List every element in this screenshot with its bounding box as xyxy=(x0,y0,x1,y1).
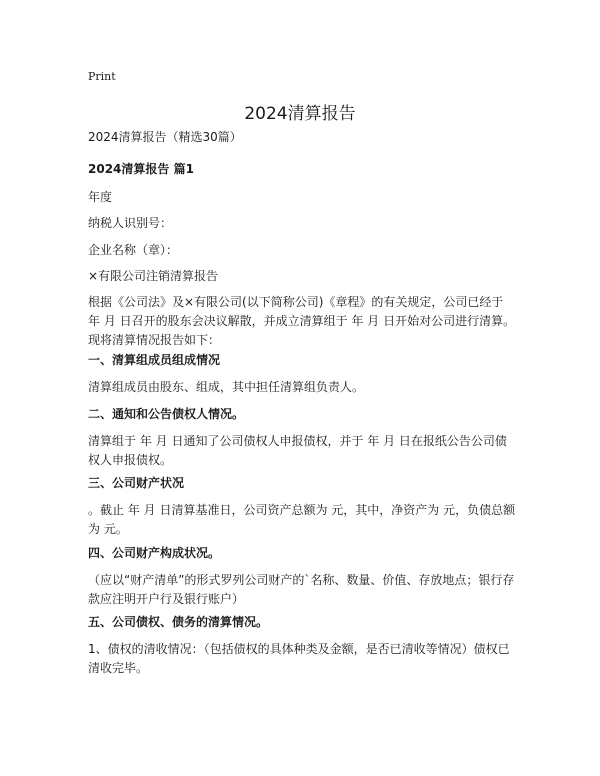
body-paragraph: （应以“财产清单”的形式罗列公司财产的`名称、数量、价值、存放地点；银行存款应注明开户行及银行账户） xyxy=(88,573,515,606)
section-heading: 五、公司债权、债务的清算情况。 xyxy=(88,615,269,629)
section-heading: 四、公司财产构成状况。 xyxy=(88,546,221,560)
field-year: 年度 xyxy=(88,190,113,204)
body-paragraph: 清算组于 年 月 日通知了公司债权人申报债权，并于 年 月 日在报纸公告公司债权人申报债权。 xyxy=(88,434,507,467)
field-taxpayer-id: 纳税人识别号： xyxy=(88,216,173,230)
report-heading: ×有限公司注销清算报告 xyxy=(88,269,219,283)
section-heading: 三、公司财产状况 xyxy=(88,476,185,490)
field-company-name: 企业名称（章）： xyxy=(88,243,179,257)
section-heading: 2024清算报告 篇1 xyxy=(88,162,194,176)
body-paragraph: 1、债权的清收情况：（包括债权的具体种类及金额，是否已清收等情况）债权已清收完毕。 xyxy=(88,642,510,675)
intro-paragraph: 根据《公司法》及×有限公司(以下简称公司)《章程》的有关规定，公司已经于 年 月 日召开的股东会决议解散，并成立清算组于 年 月 日开始对公司进行清算。现将清算情况报告如下： xyxy=(88,295,516,347)
body-paragraph: 。截止 年 月 日清算基准日，公司资产总额为 元，其中，净资产为 元，负债总额为 元。 xyxy=(88,503,516,536)
document-title: 2024清算报告 xyxy=(244,104,356,124)
section-heading: 一、清算组成员组成情况 xyxy=(88,353,221,367)
body-paragraph: 清算组成员由股东、组成，其中担任清算组负责人。 xyxy=(88,380,365,394)
print-link[interactable]: Print xyxy=(88,70,116,83)
section-heading: 二、通知和公告债权人情况。 xyxy=(88,407,245,421)
subtitle-line: 2024清算报告（精选30篇） xyxy=(88,130,242,144)
